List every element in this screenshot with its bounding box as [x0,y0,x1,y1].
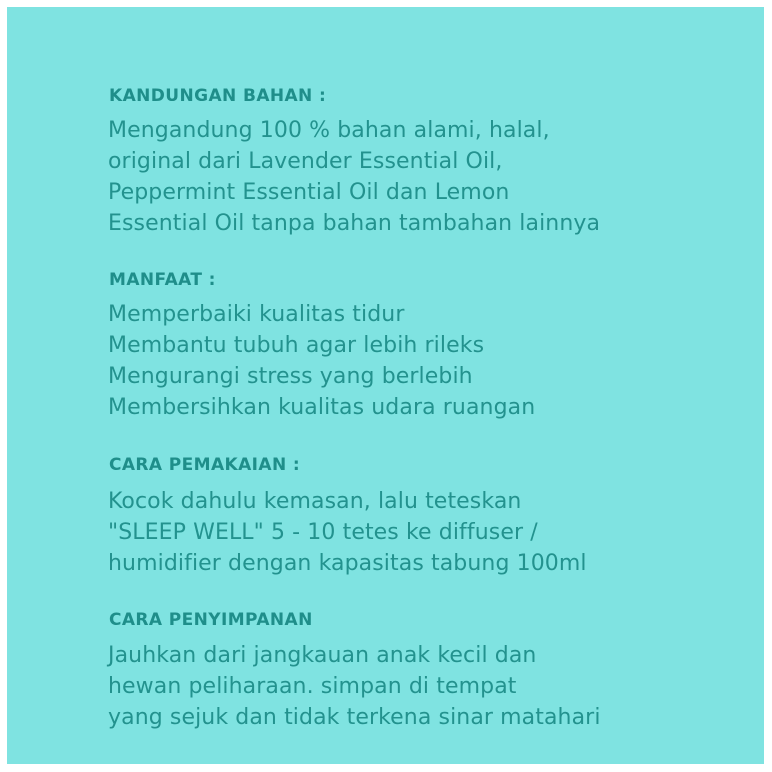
section-body [108,640,601,733]
body-line: original dari Lavender Essential Oil, [108,149,503,174]
body-line: Membantu tubuh agar lebih rileks [108,333,485,358]
section-heading: KANDUNGAN BAHAN : [109,86,327,106]
section-heading: CARA PEMAKAIAN : [109,455,301,475]
section-heading: MANFAAT : [109,270,216,290]
body-line: Kocok dahulu kemasan, lalu teteskan [108,489,522,514]
body-line: Membersihkan kualitas udara ruangan [108,395,536,420]
body-line: Memperbaiki kualitas tidur [108,302,405,327]
body-line: yang sejuk dan tidak terkena sinar matahari [108,705,601,730]
section-body [108,299,535,423]
body-line: hewan peliharaan. simpan di tempat [108,674,517,699]
section-body [108,486,587,579]
body-line: Peppermint Essential Oil dan Lemon [108,180,510,205]
body-line: humidifier dengan kapasitas tabung 100ml [108,551,587,576]
section-body [108,115,600,239]
body-line: Mengurangi stress yang berlebih [108,364,473,389]
body-line: "SLEEP WELL" 5 - 10 tetes ke diffuser / [108,520,538,545]
section-heading: CARA PENYIMPANAN [109,610,313,630]
body-line: Jauhkan dari jangkauan anak kecil dan [108,643,537,668]
info-panel [7,7,764,764]
body-line: Mengandung 100 % bahan alami, halal, [108,118,550,143]
body-line: Essential Oil tanpa bahan tambahan lainnya [108,211,601,236]
